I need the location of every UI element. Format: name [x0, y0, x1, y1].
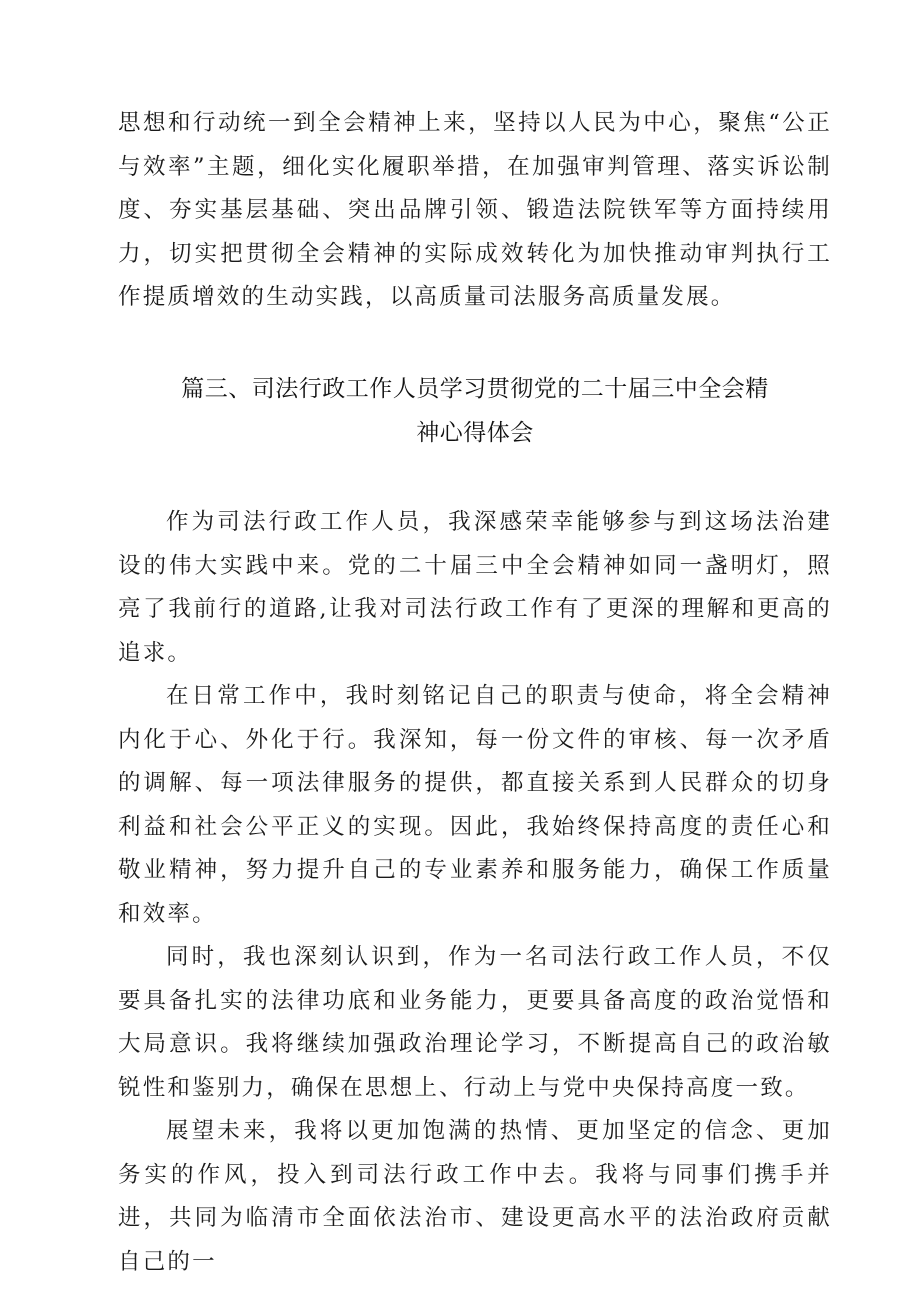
body-paragraph: 在日常工作中，我时刻铭记自己的职责与使命，将全会精神内化于心、外化于行。我深知，每一份文件的审核、每一次矛盾的调解、每一项法律服务的提供，都直接关系到人民群众的切身利益和社会公平正义的实现。因此，我始终保持高度的责任心和敬业精神，努力提升自己的专业素养和服务能力，确保工作质量和效率。 — [118, 683, 832, 927]
section-heading-line-1: 篇三、司法行政工作人员学习贯彻党的二十届三中全会精 — [181, 376, 769, 402]
continuation-paragraph: 思想和行动统一到全会精神上来，坚持以人民为中心，聚焦“公正与效率”主题，细化实化履职举措，在加强审判管理、落实诉讼制度、夯实基层基础、突出品牌引领、锻造法院铁军等方面持续用力，切实把贯彻全会精神的实际成效转化为加快推动审判执行工作提质增效的生动实践，以高质量司法服务高质量发展。 — [118, 110, 832, 310]
continuation-text — [118, 102, 832, 320]
section-body — [118, 501, 832, 1284]
section-heading — [118, 367, 832, 455]
body-paragraph: 作为司法行政工作人员，我深感荣幸能够参与到这场法治建设的伟大实践中来。党的二十届三中全会精神如同一盏明灯，照亮了我前行的道路,让我对司法行政工作有了更深的理解和更高的追求。 — [118, 509, 832, 666]
body-paragraph: 展望未来，我将以更加饱满的热情、更加坚定的信念、更加务实的作风，投入到司法行政工作中去。我将与同事们携手并进，共同为临清市全面依法治市、建设更高水平的法治政府贡献自己的一 — [118, 1118, 832, 1275]
section-heading-line-2: 神心得体会 — [416, 420, 534, 446]
body-paragraph: 同时，我也深刻认识到，作为一名司法行政工作人员，不仅要具备扎实的法律功底和业务能力，更要具备高度的政治觉悟和大局意识。我将继续加强政治理论学习，不断提高自己的政治敏锐性和鉴别力，确保在思想上、行动上与党中央保持高度一致。 — [118, 944, 832, 1101]
